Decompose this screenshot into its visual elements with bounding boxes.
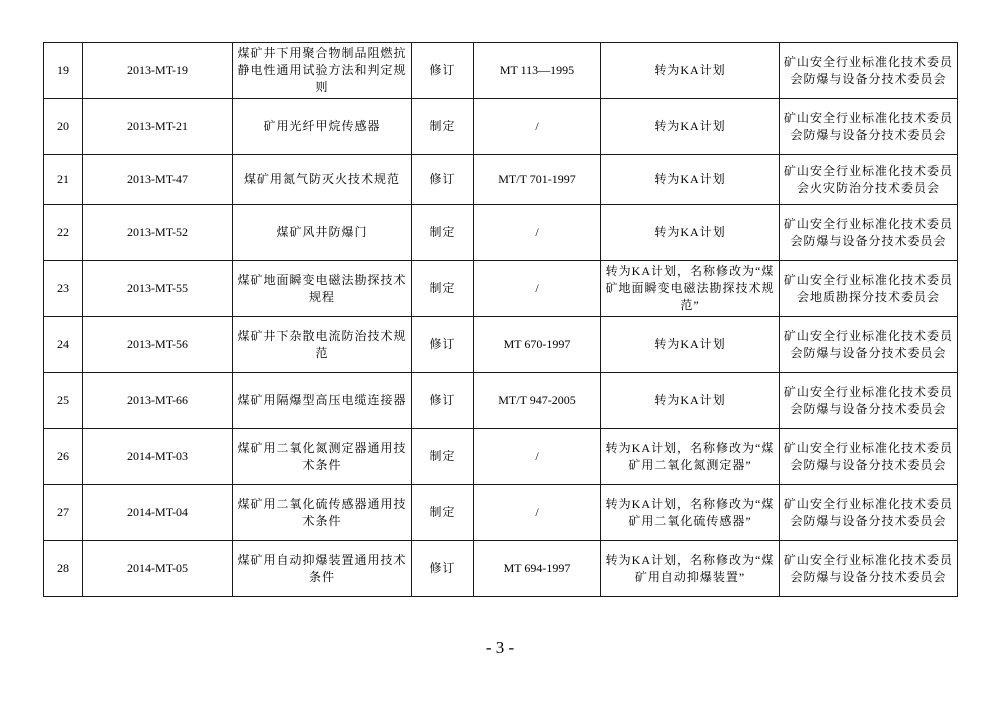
replaced-standard: MT/T 701-1997 bbox=[474, 155, 601, 205]
plan-number: 2013-MT-66 bbox=[83, 373, 233, 429]
remark: 转为KA计划 bbox=[601, 155, 780, 205]
remark: 转为KA计划，名称修改为“煤矿地面瞬变电磁法勘探技术规范” bbox=[601, 261, 780, 317]
table-row bbox=[44, 485, 958, 541]
committee: 矿山安全行业标准化技术委员会地质勘探分技术委员会 bbox=[780, 261, 958, 317]
standards-table bbox=[43, 42, 958, 597]
replaced-standard: MT 113—1995 bbox=[474, 43, 601, 99]
revision-type: 修订 bbox=[412, 373, 474, 429]
remark: 转为KA计划，名称修改为“煤矿用二氧化硫传感器” bbox=[601, 485, 780, 541]
plan-number: 2013-MT-47 bbox=[83, 155, 233, 205]
plan-number: 2013-MT-52 bbox=[83, 205, 233, 261]
row-number: 20 bbox=[44, 99, 83, 155]
row-number: 27 bbox=[44, 485, 83, 541]
standard-name: 煤矿井下用聚合物制品阻燃抗静电性通用试验方法和判定规则 bbox=[233, 43, 412, 99]
revision-type: 修订 bbox=[412, 43, 474, 99]
revision-type: 制定 bbox=[412, 429, 474, 485]
standard-name: 煤矿用自动抑爆装置通用技术条件 bbox=[233, 541, 412, 597]
committee: 矿山安全行业标准化技术委员会防爆与设备分技术委员会 bbox=[780, 373, 958, 429]
replaced-standard: / bbox=[474, 99, 601, 155]
committee: 矿山安全行业标准化技术委员会防爆与设备分技术委员会 bbox=[780, 541, 958, 597]
replaced-standard: / bbox=[474, 205, 601, 261]
standard-name: 煤矿用氮气防灭火技术规范 bbox=[233, 155, 412, 205]
replaced-standard: / bbox=[474, 261, 601, 317]
plan-number: 2014-MT-05 bbox=[83, 541, 233, 597]
standard-name: 煤矿地面瞬变电磁法勘探技术规程 bbox=[233, 261, 412, 317]
committee: 矿山安全行业标准化技术委员会防爆与设备分技术委员会 bbox=[780, 429, 958, 485]
plan-number: 2013-MT-55 bbox=[83, 261, 233, 317]
committee: 矿山安全行业标准化技术委员会防爆与设备分技术委员会 bbox=[780, 317, 958, 373]
committee: 矿山安全行业标准化技术委员会火灾防治分技术委员会 bbox=[780, 155, 958, 205]
table-row bbox=[44, 261, 958, 317]
revision-type: 制定 bbox=[412, 205, 474, 261]
plan-number: 2013-MT-19 bbox=[83, 43, 233, 99]
replaced-standard: MT/T 947-2005 bbox=[474, 373, 601, 429]
remark: 转为KA计划，名称修改为“煤矿用自动抑爆装置” bbox=[601, 541, 780, 597]
remark: 转为KA计划 bbox=[601, 373, 780, 429]
remark: 转为KA计划 bbox=[601, 43, 780, 99]
standard-name: 矿用光纤甲烷传感器 bbox=[233, 99, 412, 155]
standard-name: 煤矿用隔爆型高压电缆连接器 bbox=[233, 373, 412, 429]
revision-type: 修订 bbox=[412, 541, 474, 597]
table-row bbox=[44, 317, 958, 373]
row-number: 21 bbox=[44, 155, 83, 205]
revision-type: 修订 bbox=[412, 155, 474, 205]
table-row bbox=[44, 99, 958, 155]
table-body bbox=[44, 43, 958, 597]
row-number: 28 bbox=[44, 541, 83, 597]
table-row bbox=[44, 541, 958, 597]
committee: 矿山安全行业标准化技术委员会防爆与设备分技术委员会 bbox=[780, 99, 958, 155]
replaced-standard: / bbox=[474, 485, 601, 541]
table-row bbox=[44, 429, 958, 485]
table-row bbox=[44, 205, 958, 261]
remark: 转为KA计划 bbox=[601, 317, 780, 373]
table-row bbox=[44, 43, 958, 99]
committee: 矿山安全行业标准化技术委员会防爆与设备分技术委员会 bbox=[780, 205, 958, 261]
row-number: 23 bbox=[44, 261, 83, 317]
standard-name: 煤矿井下杂散电流防治技术规范 bbox=[233, 317, 412, 373]
row-number: 19 bbox=[44, 43, 83, 99]
committee: 矿山安全行业标准化技术委员会防爆与设备分技术委员会 bbox=[780, 43, 958, 99]
standard-name: 煤矿风井防爆门 bbox=[233, 205, 412, 261]
standard-name: 煤矿用二氧化硫传感器通用技术条件 bbox=[233, 485, 412, 541]
remark: 转为KA计划，名称修改为“煤矿用二氧化氮测定器” bbox=[601, 429, 780, 485]
plan-number: 2013-MT-56 bbox=[83, 317, 233, 373]
revision-type: 修订 bbox=[412, 317, 474, 373]
remark: 转为KA计划 bbox=[601, 205, 780, 261]
row-number: 22 bbox=[44, 205, 83, 261]
replaced-standard: MT 670-1997 bbox=[474, 317, 601, 373]
page-number: - 3 - bbox=[485, 638, 515, 657]
remark: 转为KA计划 bbox=[601, 99, 780, 155]
replaced-standard: / bbox=[474, 429, 601, 485]
plan-number: 2014-MT-03 bbox=[83, 429, 233, 485]
revision-type: 制定 bbox=[412, 261, 474, 317]
committee: 矿山安全行业标准化技术委员会防爆与设备分技术委员会 bbox=[780, 485, 958, 541]
row-number: 25 bbox=[44, 373, 83, 429]
table-row bbox=[44, 155, 958, 205]
revision-type: 制定 bbox=[412, 99, 474, 155]
row-number: 24 bbox=[44, 317, 83, 373]
replaced-standard: MT 694-1997 bbox=[474, 541, 601, 597]
plan-number: 2014-MT-04 bbox=[83, 485, 233, 541]
plan-number: 2013-MT-21 bbox=[83, 99, 233, 155]
table-row bbox=[44, 373, 958, 429]
revision-type: 制定 bbox=[412, 485, 474, 541]
standard-name: 煤矿用二氧化氮测定器通用技术条件 bbox=[233, 429, 412, 485]
row-number: 26 bbox=[44, 429, 83, 485]
